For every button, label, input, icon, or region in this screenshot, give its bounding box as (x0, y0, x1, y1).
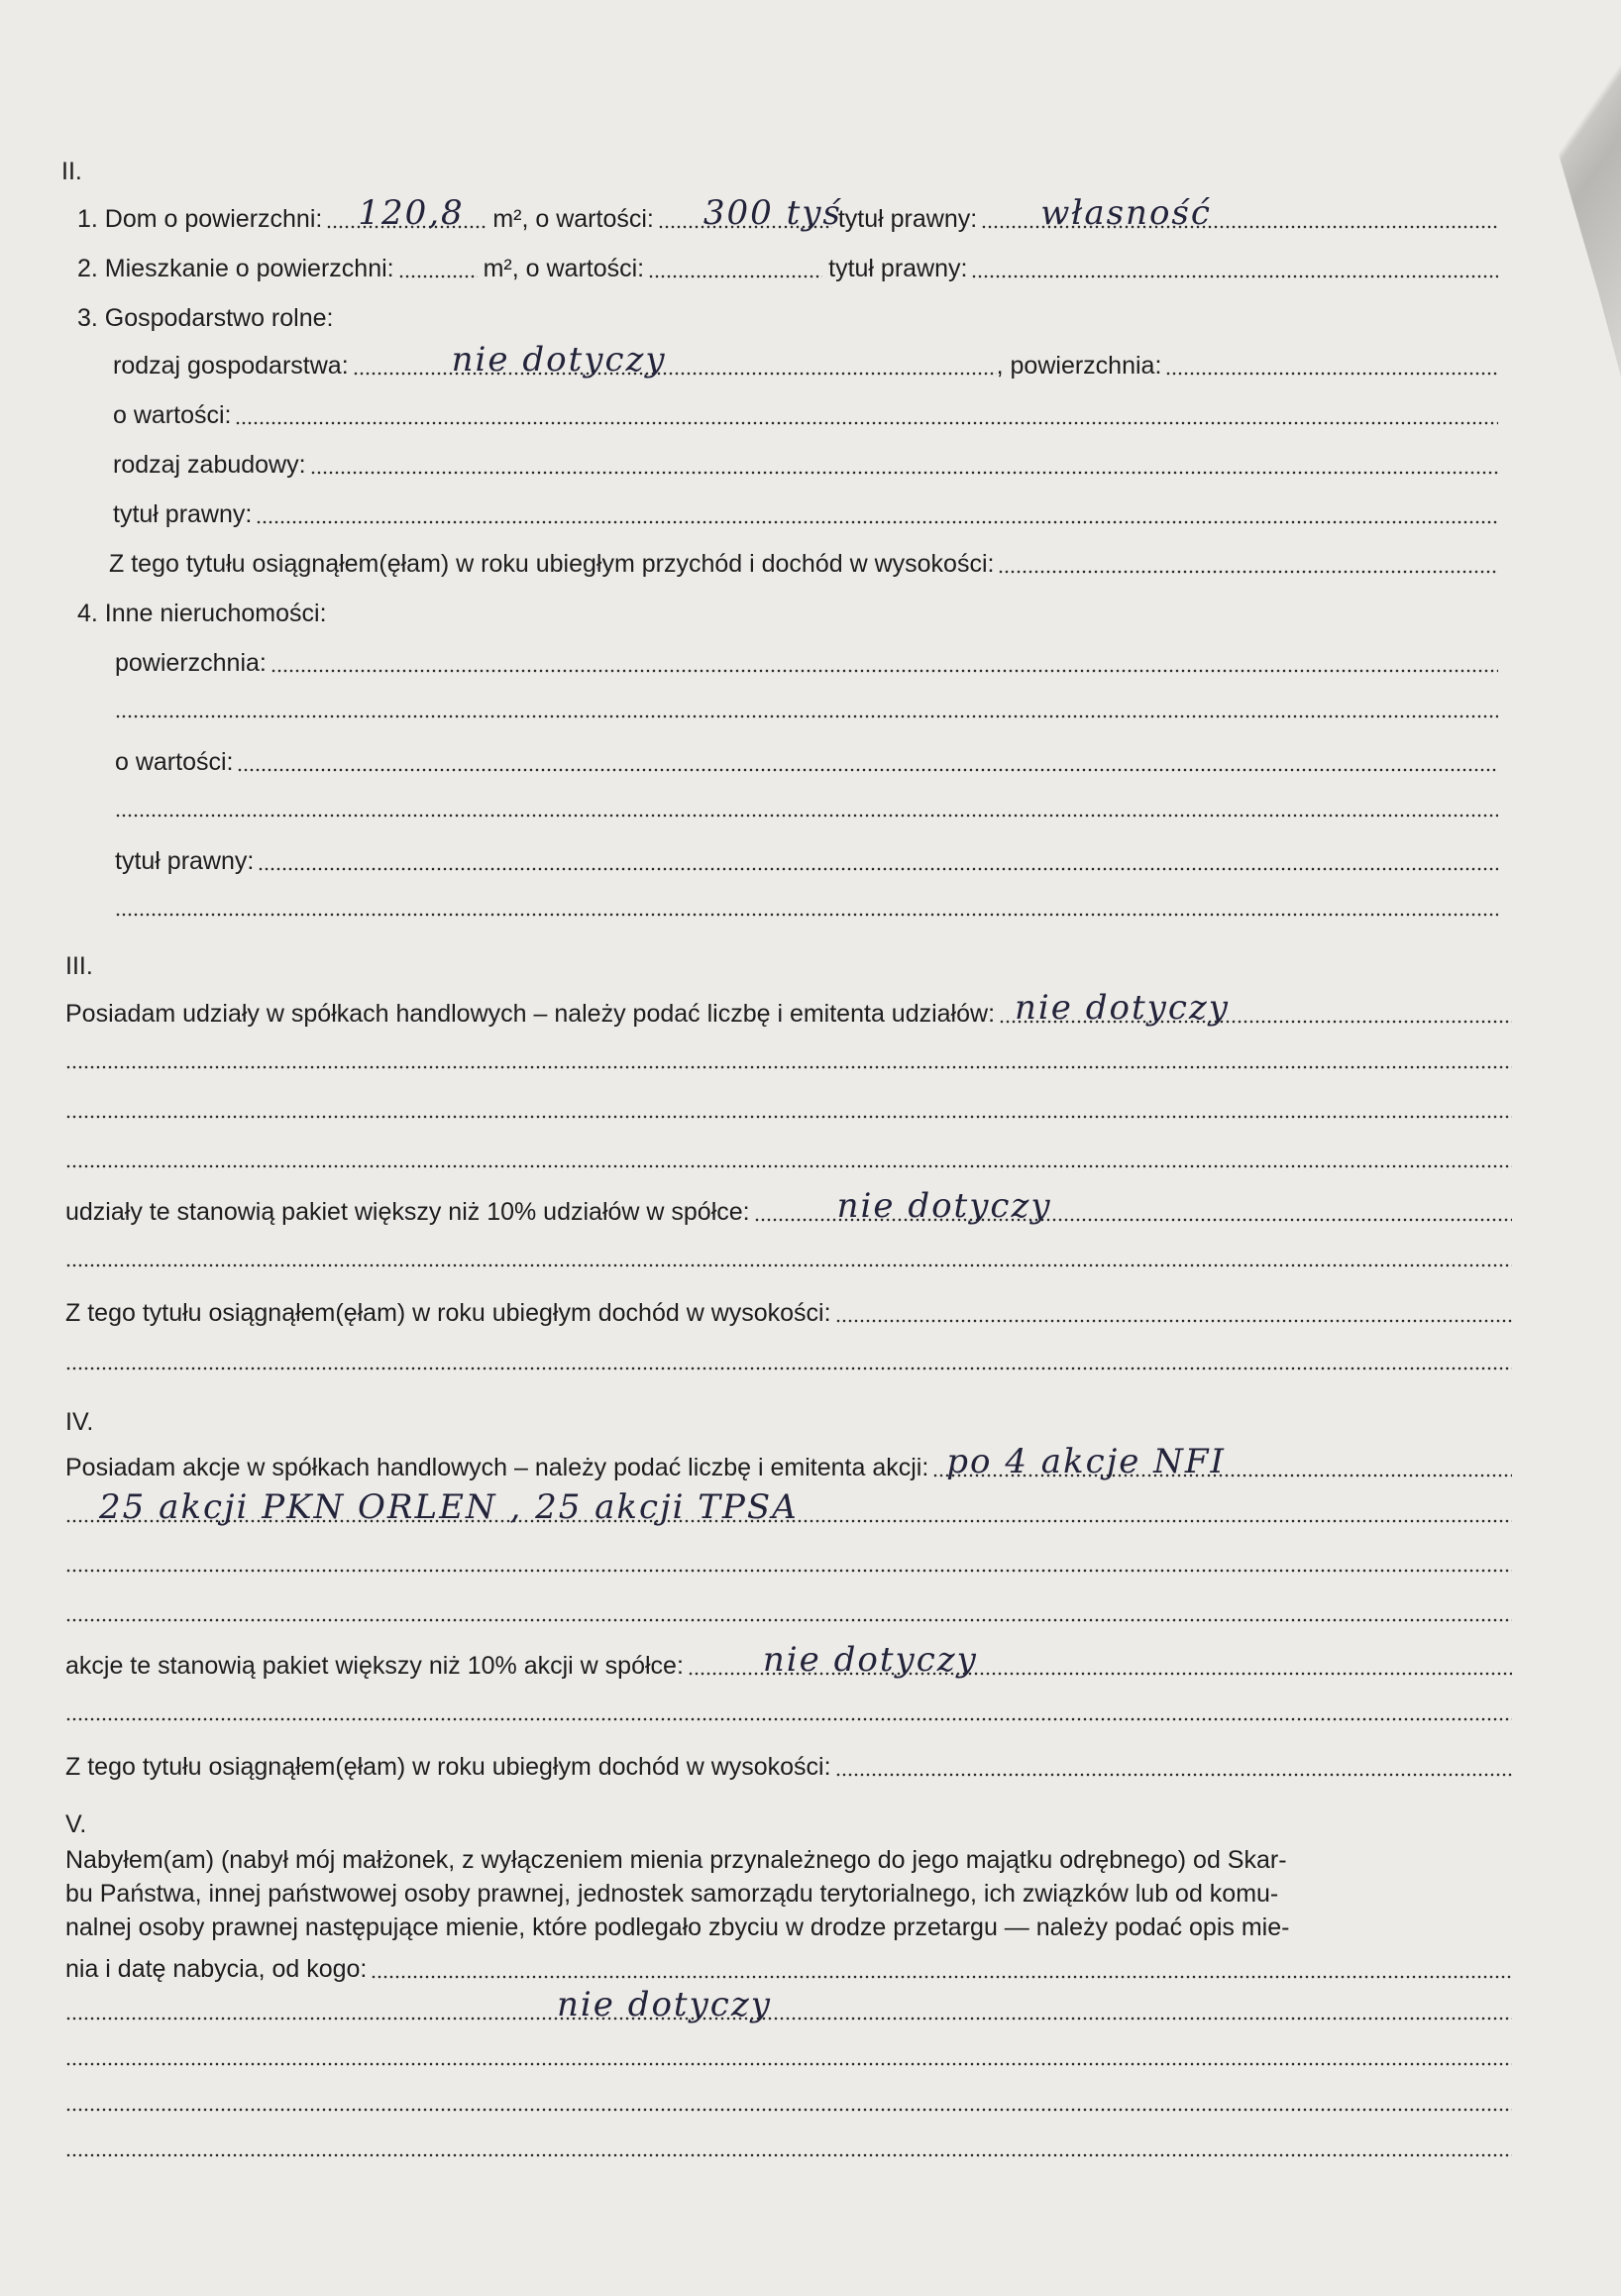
other-property-label: 4. Inne nieruchomości: (77, 600, 327, 627)
apartment-row (77, 254, 1498, 283)
apartment-label: 2. Mieszkanie o powierzchni: (77, 255, 394, 282)
acquisition-row-4 (65, 2091, 1512, 2117)
farm-type-row (113, 340, 1498, 381)
acquisition-field-2[interactable] (65, 1985, 1512, 2024)
farm-area-field[interactable] (1165, 355, 1498, 377)
apartment-title-label: tytuł prawny: (828, 255, 968, 282)
other-value-row (115, 747, 1498, 777)
apartment-value-field[interactable] (648, 258, 822, 279)
stocks-value: po 4 akcje NFI (946, 1442, 1226, 1481)
acquisition-row-3 (65, 2045, 1512, 2071)
stocks-field-3[interactable] (65, 1552, 1512, 1574)
other-property-row (77, 599, 327, 628)
shares-row-2 (65, 1048, 1512, 1074)
other-area-label: powierzchnia: (115, 649, 267, 677)
shares-row (65, 988, 1512, 1029)
stocks-income-label: Z tego tytułu osiągnąłem(ęłam) w roku ubiegłym dochód w wysokości: (65, 1753, 831, 1781)
acquisition-row-2 (65, 1985, 1512, 2025)
stocks-row-2 (65, 1487, 1512, 1528)
acquisition-label: nia i datę nabycia, od kogo: (65, 1955, 368, 1983)
other-title-row (115, 846, 1498, 876)
stocks-field[interactable] (932, 1442, 1512, 1481)
other-title-field[interactable] (258, 850, 1498, 872)
shares-value: nie dotyczy (1015, 988, 1230, 1028)
shares-income-label: Z tego tytułu osiągnąłem(ęłam) w roku ubiegłym dochód w wysokości: (65, 1299, 831, 1327)
shares-field-2[interactable] (65, 1048, 1512, 1070)
shares-stake-value: nie dotyczy (836, 1186, 1052, 1226)
stocks-income-field[interactable] (835, 1756, 1512, 1778)
shares-income-row (65, 1298, 1512, 1328)
farm-title-field[interactable] (256, 503, 1498, 525)
farm-value-row (113, 400, 1498, 430)
house-title-label: tytuł prawny: (837, 205, 978, 233)
other-value-label: o wartości: (115, 748, 234, 776)
house-row (77, 193, 1498, 234)
farm-income-row (109, 549, 1498, 579)
farm-area-label: , powierzchnia: (996, 352, 1162, 380)
stocks-income-row (65, 1752, 1512, 1782)
house-area-field[interactable] (326, 193, 486, 233)
shares-stake-label: udziały te stanowią pakiet większy niż 10% udziałów w spółce: (65, 1198, 750, 1226)
house-title-value: własność (1040, 193, 1212, 233)
stocks-stake-row-2 (65, 1700, 1512, 1726)
stocks-value-2: 25 akcji PKN ORLEN , 25 akcji TPSA (99, 1487, 799, 1527)
shares-stake-row-2 (65, 1247, 1512, 1272)
house-label: 1. Dom o powierzchni: (77, 205, 323, 233)
stocks-field-4[interactable] (65, 1601, 1512, 1623)
farm-label: 3. Gospodarstwo rolne: (77, 304, 334, 332)
shares-field[interactable] (999, 988, 1512, 1028)
stocks-stake-row (65, 1640, 1512, 1681)
shares-field-4[interactable] (65, 1148, 1512, 1169)
shares-label: Posiadam udziały w spółkach handlowych – należy podać liczbę i emitenta udziałów: (65, 1000, 996, 1028)
acquisition-value: nie dotyczy (557, 1985, 772, 2024)
other-title-field-2[interactable] (115, 896, 1498, 918)
farm-income-label: Z tego tytułu osiągnąłem(ęłam) w roku ubiegłym przychód i dochód w wysokości: (109, 550, 995, 578)
house-value-field[interactable] (658, 193, 842, 233)
shares-income-field-2[interactable] (65, 1350, 1512, 1371)
farm-buildings-row (113, 450, 1498, 480)
acquisition-row (65, 1954, 1512, 1984)
section-ii-heading: II. (61, 158, 82, 185)
stocks-stake-value: nie dotyczy (762, 1640, 978, 1680)
farm-value-label: o wartości: (113, 401, 232, 429)
farm-value-field[interactable] (235, 404, 1498, 426)
section-v-line-2: bu Państwa, innej państwowej osoby prawnej, jednostek samorządu terytorialnego, ich związków lub od komu- (65, 1880, 1279, 1908)
farm-type-field[interactable] (353, 340, 997, 380)
farm-income-field[interactable] (998, 553, 1498, 575)
other-area-row-2 (115, 698, 1498, 723)
farm-type-value: nie dotyczy (451, 340, 667, 380)
folded-corner (1462, 0, 1621, 377)
shares-income-field[interactable] (835, 1302, 1512, 1324)
shares-row-4 (65, 1148, 1512, 1173)
stocks-stake-field-2[interactable] (65, 1700, 1512, 1722)
stocks-field-2[interactable] (65, 1487, 1512, 1527)
stocks-stake-field[interactable] (688, 1640, 1512, 1680)
apartment-area-field[interactable] (398, 258, 478, 279)
farm-buildings-label: rodzaj zabudowy: (113, 451, 306, 479)
other-value-field[interactable] (237, 751, 1498, 773)
other-area-field-2[interactable] (115, 698, 1498, 719)
acquisition-field-4[interactable] (65, 2091, 1512, 2113)
stocks-label: Posiadam akcje w spółkach handlowych – należy podać liczbę i emitenta akcji: (65, 1454, 929, 1481)
other-value-field-2[interactable] (115, 797, 1498, 819)
acquisition-row-5 (65, 2136, 1512, 2162)
shares-row-3 (65, 1098, 1512, 1124)
farm-row (77, 303, 333, 333)
house-m2-label: m², o wartości: (492, 205, 654, 233)
acquisition-field-5[interactable] (65, 2136, 1512, 2158)
section-v-line-1: Nabyłem(am) (nabył mój małżonek, z wyłączeniem mienia przynależnego do jego majątku odrębnego) od Skar- (65, 1846, 1287, 1874)
stocks-row-4 (65, 1601, 1512, 1627)
shares-field-3[interactable] (65, 1098, 1512, 1120)
shares-stake-field[interactable] (754, 1186, 1512, 1226)
other-value-row-2 (115, 797, 1498, 822)
stocks-row (65, 1442, 1512, 1482)
shares-stake-field-2[interactable] (65, 1247, 1512, 1268)
stocks-stake-label: akcje te stanowią pakiet większy niż 10% akcji w spółce: (65, 1652, 684, 1680)
section-v-heading: V. (65, 1810, 87, 1838)
shares-income-row-2 (65, 1350, 1512, 1375)
acquisition-field[interactable] (371, 1958, 1512, 1980)
house-area-value: 120,8 (358, 193, 465, 233)
section-iv-heading: IV. (65, 1408, 94, 1436)
other-title-row-2 (115, 896, 1498, 922)
farm-title-label: tytuł prawny: (113, 500, 253, 528)
apartment-title-field[interactable] (971, 258, 1498, 279)
farm-title-row (113, 499, 1498, 529)
apartment-m2-label: m², o wartości: (483, 255, 645, 282)
farm-type-label: rodzaj gospodarstwa: (113, 352, 349, 380)
other-area-row (115, 648, 1498, 678)
other-title-label: tytuł prawny: (115, 847, 255, 875)
section-iii-heading: III. (65, 952, 93, 980)
shares-stake-row (65, 1186, 1512, 1227)
farm-buildings-field[interactable] (310, 454, 1498, 476)
house-value-value: 300 tyś (702, 193, 842, 233)
section-v-line-3: nalnej osoby prawnej następujące mienie, które podlegało zbyciu w drodze przetargu — należy podać opis mie- (65, 1913, 1290, 1941)
other-area-field[interactable] (270, 652, 1498, 674)
house-title-field[interactable] (981, 193, 1498, 233)
stocks-row-3 (65, 1552, 1512, 1578)
acquisition-field-3[interactable] (65, 2045, 1512, 2067)
